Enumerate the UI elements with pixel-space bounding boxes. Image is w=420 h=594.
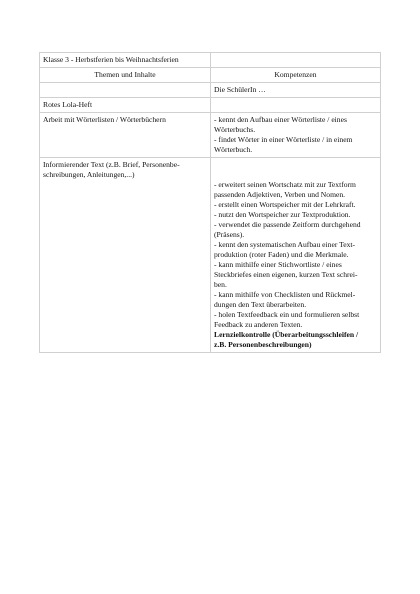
- kompetenz-line: - kennt den Aufbau einer Wörterliste / eines: [214, 115, 347, 124]
- kompetenz-line: ben.: [214, 280, 227, 289]
- kompetenz-line: dungen den Text überarbeiten.: [214, 300, 307, 309]
- header-themen: Themen und Inhalte: [40, 68, 211, 83]
- thema-cell: [40, 113, 211, 158]
- thema-cell: [40, 98, 211, 113]
- kompetenz-line: Feedback zu anderen Texten.: [214, 320, 303, 329]
- kompetenz-cell: [211, 158, 381, 353]
- table-title: Klasse 3 - Herbstferien bis Weihnachtsferien: [40, 53, 211, 68]
- kompetenz-line: - kann mithilfe einer Stichwortliste / eines: [214, 260, 342, 269]
- kompetenz-line: passenden Adjektiven, Verben und Nomen.: [214, 190, 346, 199]
- header-row: [40, 68, 381, 83]
- thema-line: Informierender Text (z.B. Brief, Personenbe-: [43, 160, 180, 169]
- cell-spacer: [214, 160, 377, 180]
- title-row: [40, 53, 381, 68]
- thema-cell: [40, 158, 211, 353]
- kompetenz-line: Steckbriefes einen eigenen, kurzen Text schrei-: [214, 270, 358, 279]
- thema-line: schreibungen, Anleitungen,...): [43, 170, 135, 179]
- thema-line: Arbeit mit Wörterlisten / Wörterbüchern: [43, 115, 166, 124]
- thema-line: Rotes Lola-Heft: [43, 100, 93, 109]
- table-row: [40, 113, 381, 158]
- kompetenz-line: Wörterbuch.: [214, 145, 253, 154]
- kompetenz-line: - erweitert seinen Wortschatz mit zur Textform: [214, 180, 356, 189]
- empty-cell: [211, 53, 381, 68]
- kompetenz-line: - nutzt den Wortspeicher zur Textproduktion.: [214, 210, 351, 219]
- curriculum-table: [39, 52, 381, 353]
- table-row: [40, 158, 381, 353]
- kompetenz-line: - kennt den systematischen Aufbau einer Text-: [214, 240, 356, 249]
- lernzielkontrolle-line: Lernzielkontrolle (Überarbeitungsschleifen /: [214, 330, 359, 339]
- kompetenz-line: Wörterbuchs.: [214, 125, 256, 134]
- header-kompetenzen: Kompetenzen: [211, 68, 381, 83]
- intro-text: Die SchülerIn …: [211, 83, 381, 98]
- kompetenz-line: - kann mithilfe von Checklisten und Rückmel-: [214, 290, 356, 299]
- kompetenz-line: - holen Textfeedback ein und formulieren selbst: [214, 310, 360, 319]
- kompetenz-line: produktion (roter Faden) und die Merkmale.: [214, 250, 349, 259]
- kompetenz-cell: [211, 98, 381, 113]
- kompetenz-line: - verwendet die passende Zeitform durchgehend: [214, 220, 361, 229]
- kompetenz-cell: [211, 113, 381, 158]
- lernzielkontrolle-line: z.B. Personenbeschreibungen): [214, 340, 312, 349]
- empty-cell: [40, 83, 211, 98]
- kompetenz-line: - findet Wörter in einer Wörterliste / in einem: [214, 135, 353, 144]
- kompetenz-line: - erstellt einen Wortspeicher mit der Lehrkraft.: [214, 200, 356, 209]
- table-row: [40, 98, 381, 113]
- kompetenz-line: (Präsens).: [214, 230, 245, 239]
- intro-row: [40, 83, 381, 98]
